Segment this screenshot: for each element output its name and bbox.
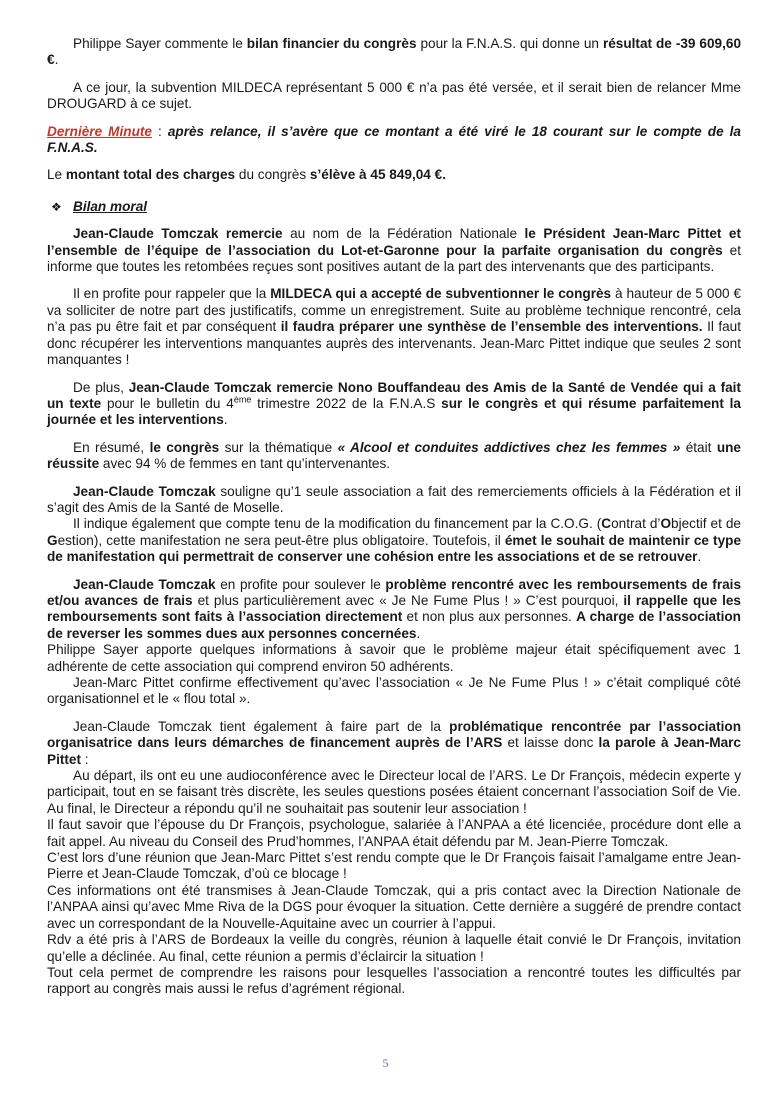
paragraph-philippe-sayer: Philippe Sayer apporte quelques informations à savoir que le problème majeur était spécifiquement avec 1 adhérente de cette association qui comprend environ 50 adhérents. bbox=[47, 642, 741, 674]
text-bold: C bbox=[601, 516, 612, 532]
text-bold: problème rencontré avec les remboursements de frais et/ou avances de frais bbox=[47, 576, 742, 608]
text-bold-italic: « Alcool et conduites addictives chez les femmes » bbox=[337, 439, 681, 455]
paragraph-epouse: Il faut savoir que l’épouse du Dr François, psychologue, salariée à l’ANPAA a été licenciée, procédure dont elle a fait appel. Au niveau du Conseil des Prud’hommes, l’ANPAA était défendu par M. Jean-Pierre Tomczak. bbox=[47, 817, 741, 849]
derniere-minute-label: Dernière Minute bbox=[47, 123, 152, 139]
text: du congrès bbox=[235, 167, 310, 183]
paragraph-remerciements bbox=[47, 226, 741, 275]
paragraph-ars bbox=[47, 719, 741, 768]
text: pour le bulletin du 4 bbox=[101, 395, 234, 411]
paragraph-bilan-financier bbox=[47, 36, 741, 69]
superscript: ème bbox=[233, 394, 252, 405]
text-bold: MILDECA qui a accepté de subventionner le congrès bbox=[270, 286, 612, 302]
text: Le bbox=[47, 167, 66, 183]
paragraph-reunion: C’est lors d’une réunion que Jean-Marc Pittet s’est rendu compte que le Dr François faisait l’amalgame entre Jean-Pierre et Jean-Claude Tomczak, d’où ce blocage ! bbox=[47, 850, 741, 882]
paragraph-nono-bouffandeau bbox=[47, 380, 741, 429]
text-bold: il rappelle que les remboursements sont faits à l’association directement bbox=[47, 592, 741, 625]
text: . bbox=[416, 625, 421, 641]
text: Il faut donc récupérer les interventions manquantes auprès des intervenants. Jean-Marc Pittet indique que seules 2 sont manquantes ! bbox=[47, 319, 742, 368]
text-bold: G bbox=[47, 532, 58, 548]
text: . bbox=[697, 549, 702, 565]
text-bold: Jean-Claude Tomczak bbox=[73, 483, 216, 499]
text: : bbox=[151, 123, 168, 139]
text-bold: A charge de l’association de reverser les sommes dues aux personnes concernées bbox=[47, 609, 741, 641]
text-bold: bilan financier du congrès bbox=[246, 36, 417, 51]
text: pour la F.N.A.S. qui donne un bbox=[416, 36, 603, 51]
diamond-bullet-icon: ❖ bbox=[51, 199, 62, 214]
text: ontrat d’ bbox=[611, 516, 661, 532]
text: Philippe Sayer commente le bbox=[73, 36, 247, 51]
text: au nom de la Fédération Nationale bbox=[282, 226, 525, 242]
paragraph-rdv: Rdv a été pris à l’ARS de Bordeaux la veille du congrès, réunion à laquelle était convié le Dr François, invitation qu’elle a déclinée. Au final, cette réunion a permis d’éclaircir la situation ! bbox=[47, 932, 741, 964]
text: estion), cette manifestation ne sera peut-être plus obligatoire. Toutefois, il bbox=[57, 532, 505, 548]
text: avec 94 % de femmes en tant qu’intervenantes. bbox=[99, 456, 391, 472]
text: trimestre 2022 de la F.N.A.S bbox=[251, 395, 442, 411]
text-bold: résultat de -39 609,60 € bbox=[47, 36, 742, 68]
text: à hauteur de 5 000 € va solliciter de notre part des justificatifs, comme un enregistrement. Suite au problème technique rencontré, cela n’a pas pu être fait et par conséquent bbox=[47, 286, 742, 335]
paragraph-transmission: Ces informations ont été transmises à Jean-Claude Tomczak, qui a pris contact avec la Direction Nationale de l’ANPAA ainsi qu’avec Mme Riva de la DGS pour évoquer la situation. Cette dernière a suggéré de prendre contact avec un correspondant de la Nouvelle-Aquitaine avec un courrier à l’appui. bbox=[47, 882, 741, 931]
section-heading bbox=[47, 199, 741, 215]
paragraph-derniere-minute bbox=[47, 124, 741, 157]
text-bold: sur le congrès et qui résume parfaitement la journée et les interventions bbox=[47, 395, 741, 428]
text-bold: O bbox=[660, 516, 672, 532]
text-bold: Jean-Claude Tomczak remercie bbox=[73, 226, 283, 242]
text-bold: la parole à Jean-Marc Pittet bbox=[47, 735, 741, 767]
text-bold: une réussite bbox=[47, 439, 741, 472]
text: en profite pour soulever le bbox=[215, 576, 386, 592]
text: Il indique également que compte tenu de la modification du financement par la C.O.G. ( bbox=[73, 516, 602, 532]
document-page bbox=[47, 36, 741, 998]
text: et non plus aux personnes. bbox=[402, 609, 577, 625]
text-bold: montant total des charges bbox=[65, 167, 236, 183]
paragraph-subvention: A ce jour, la subvention MILDECA représentant 5 000 € n’a pas été versée, et il serait bien de relancer Mme DROUGARD à ce sujet. bbox=[47, 79, 741, 112]
text-bold: Jean-Claude Tomczak bbox=[73, 576, 216, 592]
text: . bbox=[223, 412, 228, 428]
text: était bbox=[680, 439, 717, 455]
text: souligne qu’1 seule association a fait des remerciements officiels à la Fédération et il s’agit des Amis de la Santé de Moselle. bbox=[47, 483, 741, 515]
text-bold: le congrès bbox=[149, 439, 220, 455]
text-bold: problématique rencontrée par l’association organisatrice dans leurs démarches de financement auprès de l’ARS bbox=[47, 718, 742, 751]
text-bold: s’élève à 45 849,04 €. bbox=[309, 167, 446, 183]
text-bold-italic: après relance, il s’avère que ce montant a été viré le 18 courant sur le compte de la F.N.A.S. bbox=[47, 123, 741, 156]
paragraph-moselle bbox=[47, 484, 741, 517]
text-bold: Jean-Claude Tomczak remercie Nono Bouffandeau des Amis de la Santé de Vendée qui a fait un texte bbox=[47, 379, 741, 411]
text: bjectif et de bbox=[671, 516, 741, 532]
text: De plus, bbox=[73, 379, 129, 395]
paragraph-mildeca bbox=[47, 286, 741, 368]
text: et laisse donc bbox=[502, 735, 599, 751]
paragraph-resume bbox=[47, 440, 741, 473]
text: Il en profite pour rappeler que la bbox=[73, 286, 271, 302]
text-bold: émet le souhait de maintenir ce type de manifestation qui permettrait de conserver une cohésion entre les associations et de se retrouver bbox=[47, 532, 742, 565]
paragraph-jean-marc-pittet: Jean-Marc Pittet confirme effectivement qu’avec l’association « Je Ne Fume Plus ! » c’était compliqué côté organisationnel et le « flou total ». bbox=[47, 675, 741, 707]
paragraph-cog bbox=[47, 516, 741, 565]
text: En résumé, bbox=[73, 439, 150, 455]
paragraph-audioconference: Au départ, ils ont eu une audioconférence avec le Directeur local de l’ARS. Le Dr François, médecin experte y participait, tout en se faisant très discrète, les seules questions posées étaient concernant l’association Soif de Vie. Au final, le Directeur a répondu qu’il ne souhaitait pas soutenir leur association ! bbox=[47, 768, 741, 816]
text-bold: il faudra préparer une synthèse de l’ensemble des interventions. bbox=[280, 319, 703, 335]
text: . bbox=[54, 52, 59, 68]
paragraph-montant-total bbox=[47, 167, 741, 183]
text: et plus particulièrement avec « Je Ne Fume Plus ! » C’est pourquoi, bbox=[192, 592, 624, 608]
paragraph-conclusion: Tout cela permet de comprendre les raisons pour lesquelles l’association a rencontré toutes les difficultés par rapport au congrès mais aussi le refus d’agrément régional. bbox=[47, 964, 741, 997]
text-bold: le Président Jean-Marc Pittet et l’ensemble de l’équipe de l’association du Lot-et-Garonne pour la parfaite organisation du congrès bbox=[47, 226, 741, 258]
text: sur la thématique bbox=[219, 439, 338, 455]
paragraph-remboursements bbox=[47, 577, 741, 643]
text: Jean-Claude Tomczak tient également à faire part de la bbox=[73, 718, 450, 734]
section-title: Bilan moral bbox=[73, 198, 148, 214]
text: et informe que toutes les retombées reçues sont positives autant de la part des intervenants que des participants. bbox=[47, 242, 741, 275]
text: : bbox=[80, 751, 89, 767]
page-number: 5 bbox=[382, 1056, 389, 1070]
